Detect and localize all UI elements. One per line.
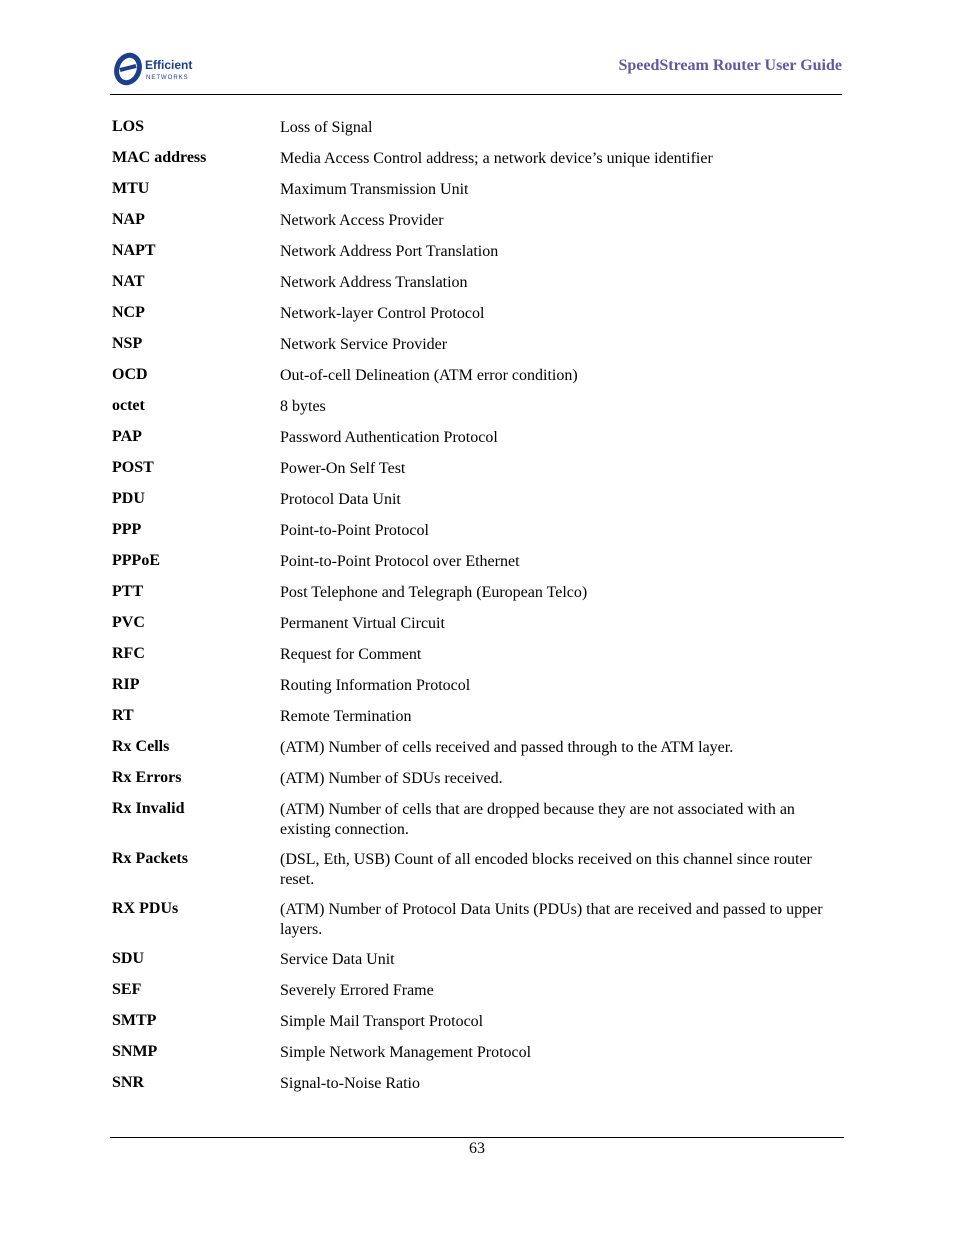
- glossary-definition: Media Access Control address; a network device’s unique identifier: [280, 150, 713, 167]
- glossary-term: PTT: [112, 583, 144, 600]
- glossary-term: MAC address: [112, 149, 207, 166]
- glossary-entry: [112, 365, 842, 396]
- glossary-entry: [112, 613, 842, 644]
- glossary-entry: [112, 396, 842, 427]
- glossary-definition: Request for Comment: [280, 646, 422, 663]
- glossary-entry: [112, 644, 842, 675]
- glossary-term: OCD: [112, 366, 148, 383]
- page-number: 63: [469, 1140, 485, 1157]
- glossary-entry: [112, 949, 842, 980]
- glossary-term: MTU: [112, 180, 150, 197]
- glossary-term: SNMP: [112, 1043, 158, 1060]
- glossary-entry: [112, 582, 842, 613]
- glossary-entry: [112, 489, 842, 520]
- glossary-term: SEF: [112, 981, 142, 998]
- glossary-term: RT: [112, 707, 134, 724]
- glossary-entry: [112, 148, 842, 179]
- glossary-term: Rx Errors: [112, 769, 182, 786]
- glossary-term: PVC: [112, 614, 145, 631]
- glossary-definition: Out-of-cell Delineation (ATM error condition): [280, 367, 578, 384]
- glossary-term: NAPT: [112, 242, 156, 259]
- glossary-term: NSP: [112, 335, 143, 352]
- glossary-definition: Point-to-Point Protocol over Ethernet: [280, 553, 520, 570]
- glossary-definition: Point-to-Point Protocol: [280, 522, 429, 539]
- glossary-definition: Loss of Signal: [280, 119, 373, 136]
- glossary-definition: (ATM) Number of SDUs received.: [280, 770, 503, 787]
- glossary-entry: [112, 334, 842, 365]
- glossary-term: NAP: [112, 211, 145, 228]
- efficient-networks-logo: [114, 52, 214, 86]
- glossary-definition: Post Telephone and Telegraph (European Telco): [280, 584, 588, 601]
- glossary-entry: [112, 799, 842, 849]
- glossary-definition: 8 bytes: [280, 398, 326, 415]
- glossary-term: RIP: [112, 676, 140, 693]
- glossary-definition: Password Authentication Protocol: [280, 429, 498, 446]
- glossary-definition: Network Access Provider: [280, 212, 444, 229]
- glossary-term: RFC: [112, 645, 145, 662]
- glossary-definition: Network Service Provider: [280, 336, 448, 353]
- glossary-term: PPPoE: [112, 552, 160, 569]
- glossary-entry: [112, 427, 842, 458]
- glossary-entry: [112, 849, 842, 899]
- glossary-term: PAP: [112, 428, 142, 445]
- glossary-definition: Routing Information Protocol: [280, 677, 471, 694]
- glossary-list: [112, 117, 842, 1104]
- glossary-definition: Maximum Transmission Unit: [280, 181, 469, 198]
- glossary-definition: Simple Network Management Protocol: [280, 1044, 532, 1061]
- glossary-entry: [112, 303, 842, 334]
- glossary-definition: Signal-to-Noise Ratio: [280, 1075, 420, 1092]
- glossary-entry: [112, 241, 842, 272]
- glossary-term: RX PDUs: [112, 900, 179, 917]
- glossary-term: octet: [112, 397, 145, 414]
- glossary-term: NCP: [112, 304, 145, 321]
- glossary-term: PDU: [112, 490, 145, 507]
- document-title: SpeedStream Router User Guide: [618, 57, 842, 74]
- glossary-entry: [112, 768, 842, 799]
- glossary-definition: Network Address Port Translation: [280, 243, 499, 260]
- logo-text: Efficient: [145, 58, 193, 72]
- glossary-entry: [112, 675, 842, 706]
- glossary-entry: [112, 210, 842, 241]
- glossary-term: POST: [112, 459, 154, 476]
- glossary-definition: (ATM) Number of cells that are dropped because they are not associated with an existing connection.: [280, 801, 795, 838]
- glossary-entry: [112, 1011, 842, 1042]
- glossary-term: Rx Packets: [112, 850, 188, 867]
- glossary-definition: Remote Termination: [280, 708, 412, 725]
- glossary-definition: (ATM) Number of cells received and passed through to the ATM layer.: [280, 739, 734, 756]
- glossary-definition: (ATM) Number of Protocol Data Units (PDUs) that are received and passed to upper layers.: [280, 901, 823, 938]
- glossary-term: SMTP: [112, 1012, 157, 1029]
- glossary-definition: Service Data Unit: [280, 951, 395, 968]
- glossary-entry: [112, 980, 842, 1011]
- glossary-entry: [112, 1042, 842, 1073]
- glossary-definition: (DSL, Eth, USB) Count of all encoded blocks received on this channel since router reset.: [280, 851, 812, 888]
- footer-divider: [110, 1137, 844, 1138]
- glossary-entry: [112, 272, 842, 303]
- glossary-term: SDU: [112, 950, 145, 967]
- glossary-term: NAT: [112, 273, 145, 290]
- glossary-definition: Severely Errored Frame: [280, 982, 434, 999]
- glossary-definition: Protocol Data Unit: [280, 491, 401, 508]
- glossary-entry: [112, 706, 842, 737]
- glossary-entry: [112, 1073, 842, 1104]
- glossary-definition: Permanent Virtual Circuit: [280, 615, 445, 632]
- glossary-entry: [112, 458, 842, 489]
- glossary-term: Rx Cells: [112, 738, 170, 755]
- page-header: [110, 48, 842, 95]
- glossary-entry: [112, 179, 842, 210]
- glossary-entry: [112, 117, 842, 148]
- glossary-definition: Network Address Translation: [280, 274, 468, 291]
- glossary-term: SNR: [112, 1074, 145, 1091]
- glossary-entry: [112, 520, 842, 551]
- glossary-term: LOS: [112, 118, 145, 135]
- glossary-definition: Simple Mail Transport Protocol: [280, 1013, 484, 1030]
- glossary-entry: [112, 551, 842, 582]
- glossary-term: PPP: [112, 521, 142, 538]
- glossary-entry: [112, 737, 842, 768]
- logo-subtext: NETWORKS: [146, 75, 189, 81]
- glossary-definition: Power-On Self Test: [280, 460, 406, 477]
- glossary-term: Rx Invalid: [112, 800, 185, 817]
- glossary-entry: [112, 899, 842, 949]
- glossary-definition: Network-layer Control Protocol: [280, 305, 485, 322]
